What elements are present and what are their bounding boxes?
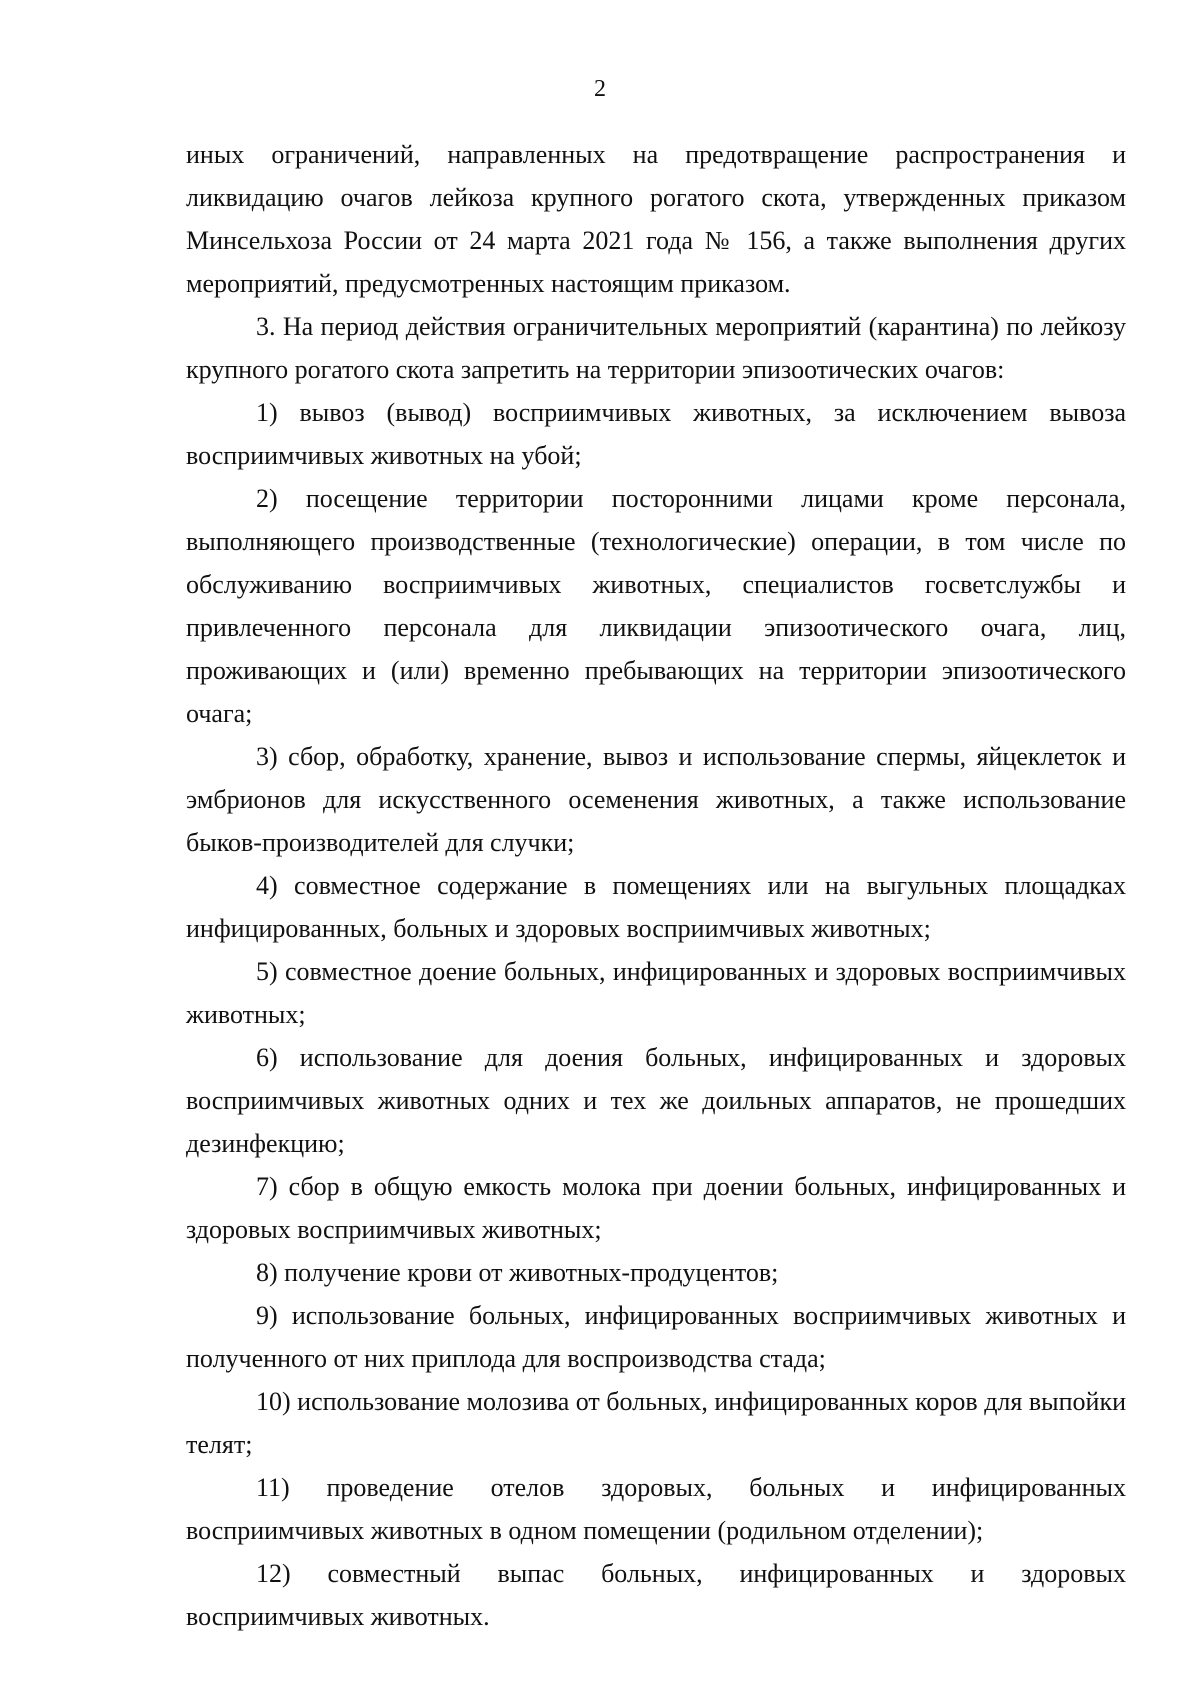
list-item-7: 7) сбор в общую емкость молока при доении больных, инфицированных и здоровых восприимчивых животных; (186, 1172, 1126, 1244)
list-item-9: 9) использование больных, инфицированных восприимчивых животных и полученного от них приплода для воспроизводства стада; (186, 1301, 1126, 1373)
list-item-6: 6) использование для доения больных, инфицированных и здоровых восприимчивых животных одних и тех же доильных аппаратов, не прошедших дезинфекцию; (186, 1043, 1126, 1158)
list-item-8: 8) получение крови от животных-продуцентов; (256, 1258, 779, 1287)
list-item-12: 12) совместный выпас больных, инфицированных и здоровых восприимчивых животных. (186, 1559, 1126, 1631)
list-item-11: 11) проведение отелов здоровых, больных и инфицированных восприимчивых животных в одном помещении (родильном отделении); (186, 1473, 1126, 1545)
list-item-1: 1) вывоз (вывод) восприимчивых животных, за исключением вывоза восприимчивых животных на убой; (186, 398, 1126, 470)
list-item-5: 5) совместное доение больных, инфицированных и здоровых восприимчивых животных; (186, 957, 1126, 1029)
list-item-3: 3) сбор, обработку, хранение, вывоз и использование спермы, яйцеклеток и эмбрионов для искусственного осеменения животных, а также использование быков-производителей для случки; (186, 742, 1126, 857)
list-item-4: 4) совместное содержание в помещениях или на выгульных площадках инфицированных, больных и здоровых восприимчивых животных; (186, 871, 1126, 943)
paragraph-continuation: иных ограничений, направленных на предотвращение распространения и ликвидацию очагов лейкоза крупного рогатого скота, утвержденных приказом Минсельхоза России от 24 марта 2021 года № 156, а также выполнения других мероприятий, предусмотренных настоящим приказом. (186, 140, 1126, 298)
page-number: 2 (594, 76, 606, 102)
list-item-2: 2) посещение территории посторонними лицами кроме персонала, выполняющего производственные (технологические) операции, в том числе по обслуживанию восприимчивых животных, специалистов госветслужбы и привлеченного персонала для ликвидации эпизоотического очага, лиц, проживающих и (или) временно пребывающих на территории эпизоотического очага; (186, 484, 1126, 728)
document-body (186, 133, 1126, 1638)
list-item-10: 10) использование молозива от больных, инфицированных коров для выпойки телят; (186, 1387, 1126, 1459)
paragraph-item-3: 3. На период действия ограничительных мероприятий (карантина) по лейкозу крупного рогатого скота запретить на территории эпизоотических очагов: (186, 312, 1126, 384)
